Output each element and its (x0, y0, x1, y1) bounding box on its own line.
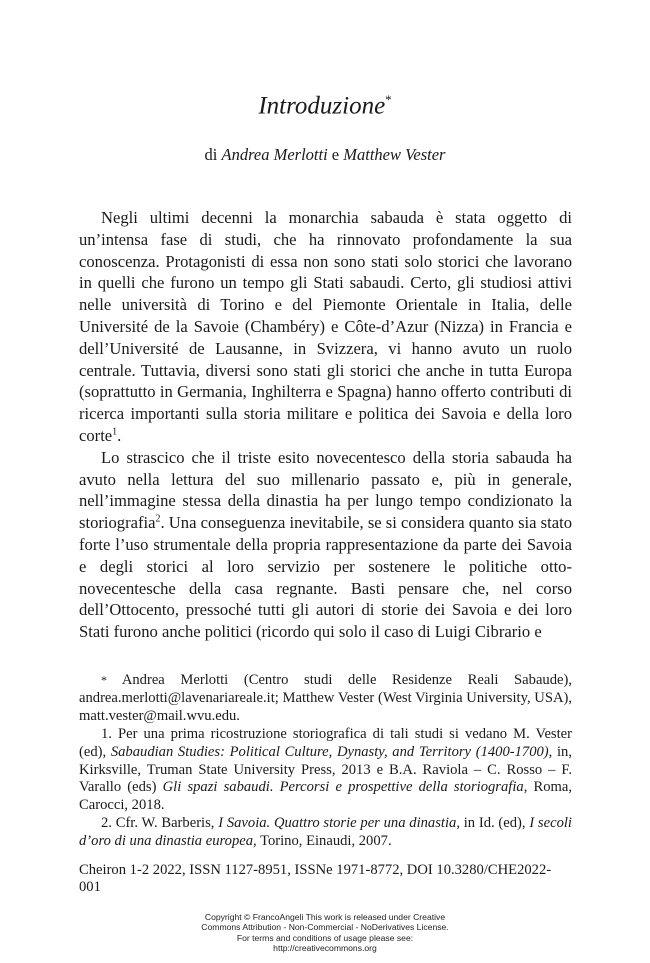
footnote-text: Andrea Merlotti (Centro studi delle Residenze Reali Sabaude), andrea.merlotti@lavenariareale.it; Matthew Vester (West Virginia University, USA), matt.vester@mail.wvu.edu. (79, 672, 573, 724)
footnote-text: 2. Cfr. W. Barberis, (101, 815, 219, 832)
footnote-ref: 2 (155, 513, 161, 525)
footnote-text: , Torino, Einaudi, 2007. (253, 833, 392, 850)
paragraph (79, 207, 572, 447)
license-line: Copyright © FrancoAngeli This work is released under Creative (204, 912, 446, 922)
paragraph (79, 447, 572, 643)
author-name: Matthew Vester (343, 145, 446, 164)
footnote-text: , in Id. (ed), (456, 815, 530, 832)
work-title: I secoli d’oro di una dinastia europea (79, 815, 572, 850)
work-title: Gli spazi sabaudi. Percorsi e prospettive della storiografia (162, 779, 524, 796)
footnote-star (79, 672, 572, 726)
footnote-text: 1. Per una prima ricostruzione storiografica di tali studi si vedano M. Vester (ed), (79, 725, 572, 760)
license-line: Commons Attribution - Non-Commercial - NoDerivatives License. (201, 922, 449, 933)
footnotes (79, 672, 572, 851)
authors-line (0, 145, 650, 165)
paragraph-text: Lo strascico che il triste esito novecentesco della storia sabauda ha avuto nella lettura del suo millenario passato e, più in generale, nell’immagine stessa della dinastia ha per lungo tempo condizionato la storiografia (79, 447, 572, 533)
footnote-text: , in, Kirksville, Truman State University Press, 2013 e B.A. Raviola – C. Rosso – F. Varallo (eds) (79, 743, 572, 796)
work-title: Sabaudian Studies: Political Culture, Dynasty, and Territory (1400-1700) (110, 743, 549, 760)
by-label: di (204, 145, 218, 164)
work-title: I Savoia. Quattro storie per una dinastia (218, 815, 457, 832)
star-mark: * (101, 673, 107, 687)
license-line: For terms and conditions of usage please see: (236, 932, 414, 943)
paragraph-text: Negli ultimi decenni la monarchia sabauda è stata oggetto di un’intensa fase di studi, che ha rinnovato profondamente la sua conoscenza. Protagonisti di essa non sono stati solo storici che lavorano in quelli che furono un tempo gli Stati sabaudi. Certo, gli studiosi attivi nelle università di Torino e del Piemonte Orientale in Italia, delle Université de la Savoie (Chambéry) e Côte-d’Azur (Nizza) in Francia e dell’Université de Lausanne, in Svizzera, vi hanno avuto un ruolo centrale. Tuttavia, diversi sono stati gli storici che anche in tutta Europa (soprattutto in Germania, Inghilterra e Spagna) hanno offerto contributi di ricerca importanti sulla storia militare e politica dei Savoia e della loro corte (79, 208, 572, 445)
footnote-ref: 1 (112, 426, 118, 438)
license-notice (0, 912, 650, 954)
author-name: Andrea Merlotti (221, 145, 328, 164)
journal-citation: Cheiron 1-2 2022, ISSN 1127-8951, ISSNe 1971-8772, DOI 10.3280/CHE2022-001 (79, 862, 552, 895)
footnote-text: , Roma, Carocci, 2018. (79, 779, 573, 814)
and-label: e (331, 145, 340, 164)
footnote-2 (79, 815, 572, 851)
paragraph-end: . (117, 425, 122, 445)
footnote-1 (79, 726, 572, 816)
paragraph-text: . Una conseguenza inevitabile, se si considera quanto sia stato forte l’uso strumentale della propria rappresentazione da parte dei Savoia e degli storici al loro servizio per sostenere le politiche otto-novecentesche della casa regnante. Basti pensare che, nel corso dell’Ottocento, pressoché tutti gli autori di storie dei Savoia e dei loro Stati furono anche politici (ricordo qui solo il caso di Luigi Cibrario e (79, 513, 572, 642)
page-title (0, 92, 650, 120)
license-link[interactable]: http://creativecommons.org (273, 943, 377, 954)
body-text (79, 207, 572, 643)
title-text: Introduzione (258, 92, 386, 120)
title-footnote-mark: * (385, 92, 392, 107)
